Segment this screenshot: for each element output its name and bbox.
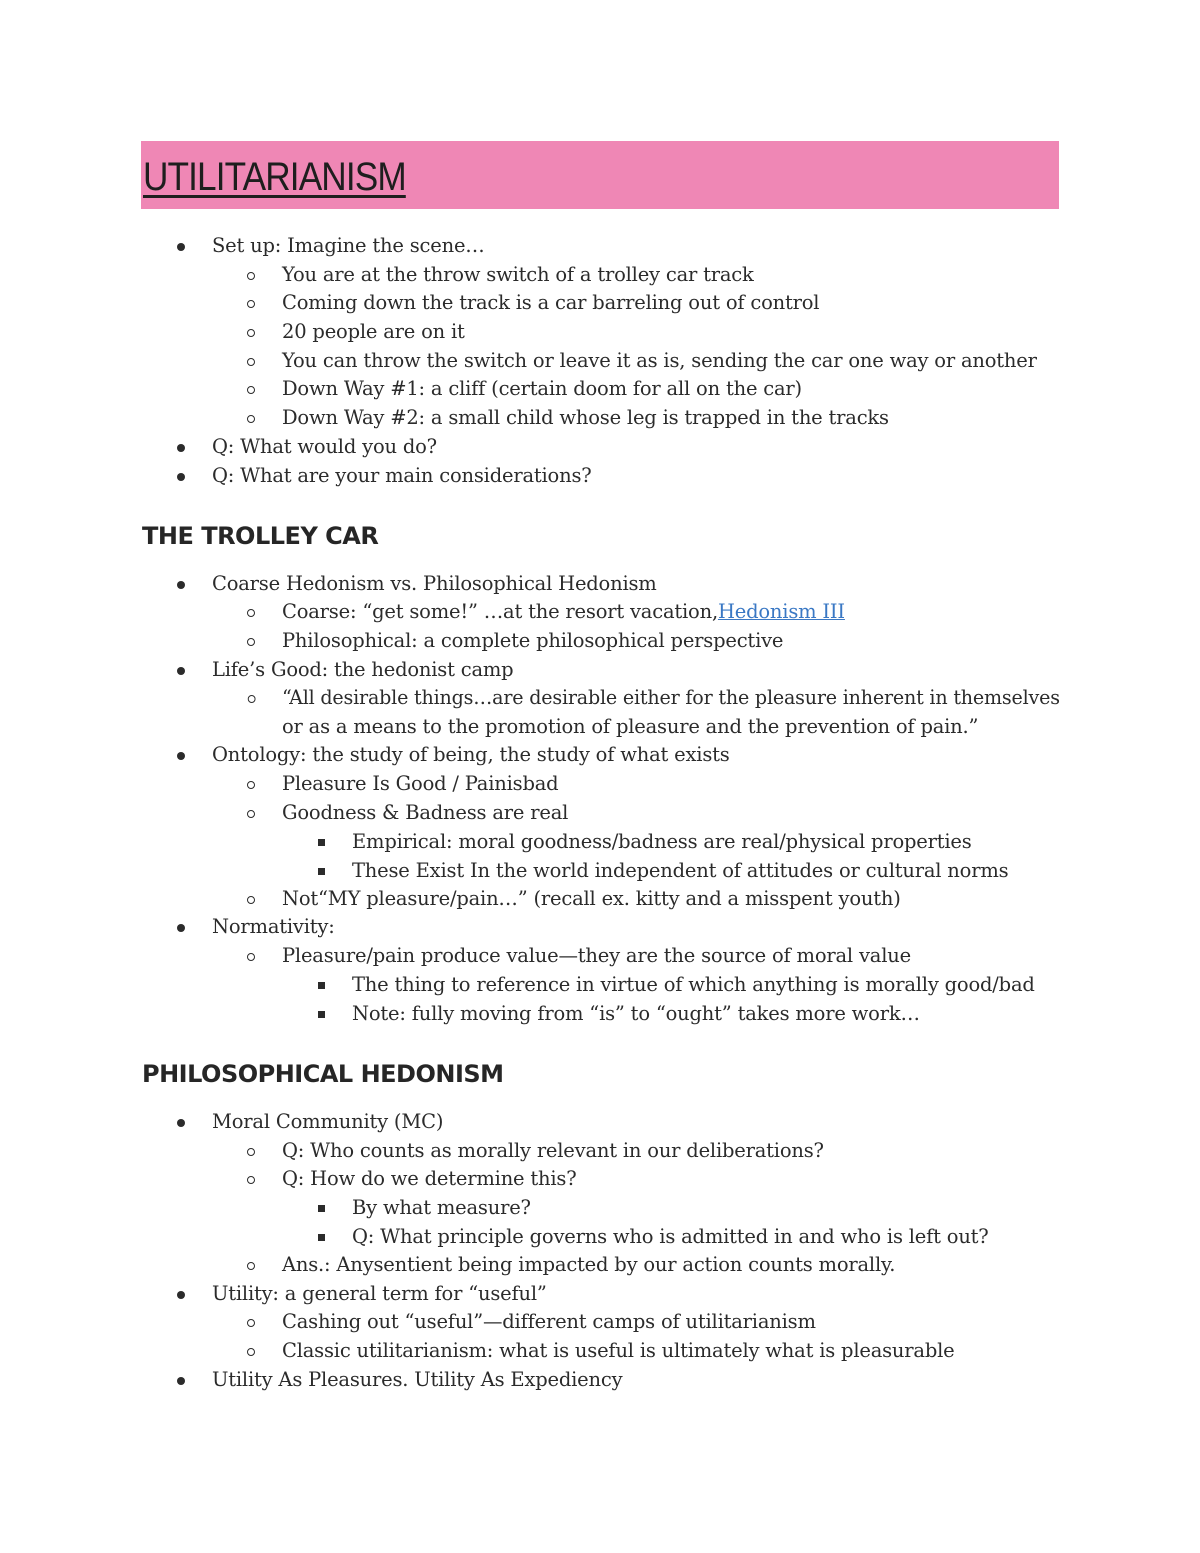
list-item-lifes-good: Life’s Good: the hedonist camp [212, 656, 513, 684]
list-item-utility: Utility: a general term for “useful” [212, 1280, 547, 1308]
bullet-circle-icon [247, 1176, 255, 1184]
list-item-empirical: Empirical: moral goodness/badness are real/physical properties [352, 828, 972, 856]
title-banner [141, 141, 1059, 209]
list-item-philosophical: Philosophical: a complete philosophical perspective [282, 627, 783, 655]
list-item-pleasure-good: Pleasure Is Good / Painisbad [282, 770, 558, 798]
list-item-as-pleasures: Utility As Pleasures. Utility As Expediency [212, 1366, 622, 1394]
list-item-who-counts: Q: Who counts as morally relevant in our deliberations? [282, 1137, 824, 1165]
bullet-dot-icon [177, 243, 185, 251]
list-item-ans: Ans.: Anysentient being impacted by our action counts morally. [282, 1251, 895, 1279]
bullet-square-icon [318, 1011, 325, 1018]
bullet-circle-icon [247, 300, 255, 308]
list-item-note: Note: fully moving from “is” to “ought” takes more work… [352, 1000, 920, 1028]
list-item-quote: “All desirable things…are desirable either for the pleasure inherent in themselves [282, 684, 1060, 712]
bullet-dot-icon [177, 924, 185, 932]
bullet-square-icon [318, 982, 325, 989]
bullet-circle-icon [247, 896, 255, 904]
bullet-dot-icon [177, 581, 185, 589]
bullet-square-icon [318, 1205, 325, 1212]
bullet-circle-icon [247, 609, 255, 617]
bullet-circle-icon [247, 386, 255, 394]
list-item-how-determine: Q: How do we determine this? [282, 1165, 576, 1193]
list-item-classic: Classic utilitarianism: what is useful is ultimately what is pleasurable [282, 1337, 955, 1365]
list-item-mc: Moral Community (MC) [212, 1108, 443, 1136]
list-item-produce-value: Pleasure/pain produce value—they are the source of moral value [282, 942, 911, 970]
bullet-circle-icon [247, 638, 255, 646]
bullet-circle-icon [247, 415, 255, 423]
list-item-by-measure: By what measure? [352, 1194, 531, 1222]
bullet-square-icon [318, 839, 325, 846]
bullet-circle-icon [247, 1348, 255, 1356]
page-title: UTILITARIANISM [143, 155, 406, 199]
bullet-dot-icon [177, 752, 185, 760]
bullet-dot-icon [177, 444, 185, 452]
bullet-square-icon [318, 1234, 325, 1241]
list-item-coarse-vs: Coarse Hedonism vs. Philosophical Hedonism [212, 570, 657, 598]
bullet-circle-icon [247, 953, 255, 961]
list-item-q1: Q: What would you do? [212, 433, 437, 461]
bullet-circle-icon [247, 1262, 255, 1270]
hedonism-iii-link[interactable]: Hedonism III [717, 600, 845, 623]
list-item-normativity: Normativity: [212, 913, 335, 941]
list-item-setup-3: 20 people are on it [282, 318, 465, 346]
section-heading-trolley: THE TROLLEY CAR [142, 522, 379, 550]
bullet-circle-icon [247, 1148, 255, 1156]
list-item-setup: Set up: Imagine the scene… [212, 232, 485, 260]
list-item-principle: Q: What principle governs who is admitted in and who is left out? [352, 1223, 989, 1251]
bullet-circle-icon [247, 329, 255, 337]
bullet-circle-icon [247, 272, 255, 280]
bullet-circle-icon [248, 695, 256, 703]
bullet-dot-icon [177, 667, 185, 675]
section-heading-philosophical: PHILOSOPHICAL HEDONISM [142, 1060, 504, 1088]
bullet-circle-icon [247, 781, 255, 789]
list-item-setup-4: You can throw the switch or leave it as is, sending the car one way or another [282, 347, 1037, 375]
list-item-setup-5: Down Way #1: a cliff (certain doom for all on the car) [282, 375, 802, 403]
bullet-dot-icon [177, 1119, 185, 1127]
list-item-quote-cont: or as a means to the promotion of pleasure and the prevention of pain.” [282, 715, 979, 738]
list-item-setup-6: Down Way #2: a small child whose leg is trapped in the tracks [282, 404, 889, 432]
list-item-reference: The thing to reference in virtue of which anything is morally good/bad [352, 971, 1035, 999]
list-item-ontology: Ontology: the study of being, the study of what exists [212, 741, 730, 769]
bullet-circle-icon [247, 810, 255, 818]
list-item-not-my: Not“MY pleasure/pain…” (recall ex. kitty and a misspent youth) [282, 885, 901, 913]
bullet-dot-icon [177, 1377, 185, 1385]
list-item-goodness-real: Goodness & Badness are real [282, 799, 568, 827]
list-item-exist: These Exist In the world independent of attitudes or cultural norms [352, 857, 1008, 885]
list-item-setup-2: Coming down the track is a car barreling out of control [282, 289, 819, 317]
list-item-q2: Q: What are your main considerations? [212, 462, 592, 490]
list-item-coarse: Coarse: “get some!” …at the resort vacation,Hedonism III [282, 598, 845, 626]
bullet-square-icon [318, 868, 325, 875]
bullet-circle-icon [247, 1319, 255, 1327]
bullet-circle-icon [247, 358, 255, 366]
list-item-cashing: Cashing out “useful”—different camps of utilitarianism [282, 1308, 816, 1336]
list-item-setup-1: You are at the throw switch of a trolley car track [282, 261, 754, 289]
bullet-dot-icon [177, 1291, 185, 1299]
bullet-dot-icon [177, 473, 185, 481]
